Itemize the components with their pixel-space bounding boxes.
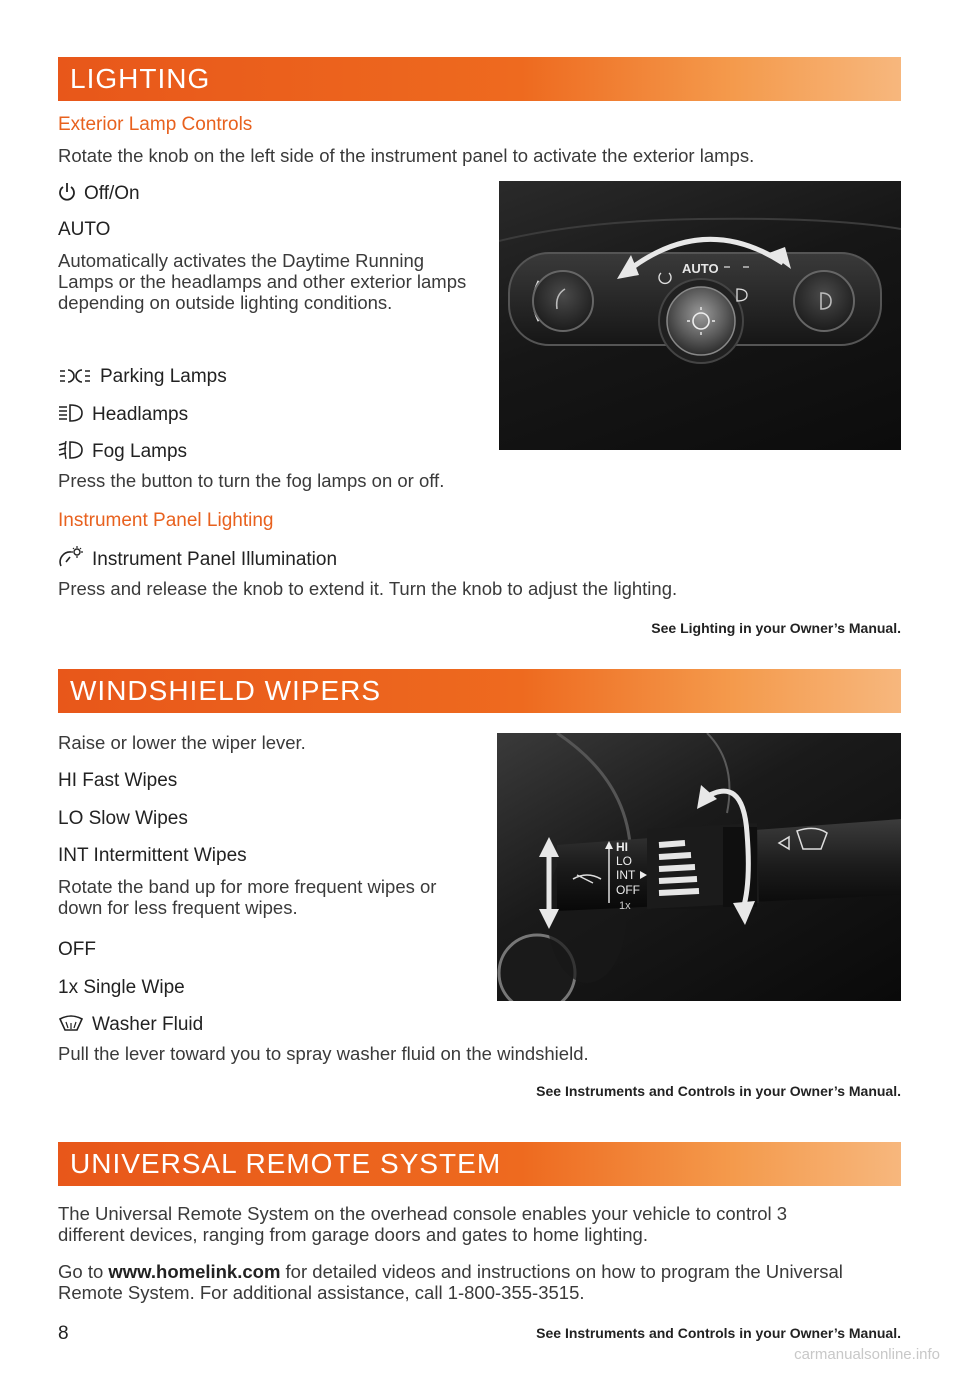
fog-lamps-icon [58,440,84,466]
page-number: 8 [58,1323,69,1344]
wipers-hi: HI Fast Wipes [58,770,178,791]
remote-p2-pre: Go to [58,1261,109,1282]
headlamps-label: Headlamps [92,404,189,425]
wipers-title: WINDSHIELD WIPERS [70,675,382,706]
photo-auto-text: AUTO [682,261,719,276]
off-on-row [58,182,140,208]
parking-row [58,366,227,391]
wipers-off: OFF [58,939,96,960]
washer-row [58,1013,203,1039]
exterior-intro: Rotate the knob on the left side of the instrument panel to activate the exterior lamps. [58,145,755,166]
washer-description: Pull the lever toward you to spray washer fluid on the windshield. [58,1043,589,1064]
fog-description: Press the button to turn the fog lamps on or off. [58,470,445,491]
wipers-int: INT Intermittent Wipes [58,845,247,866]
lever-label-off: OFF [616,883,640,897]
remote-paragraph-2 [58,1261,858,1303]
fog-lamps-label: Fog Lamps [92,441,188,462]
instrument-panel-illumination-icon [58,546,84,574]
wipers-intro: Raise or lower the wiper lever. [58,732,306,753]
lighting-see-manual: See Lighting in your Owner’s Manual. [651,620,901,636]
remote-paragraph-1: The Universal Remote System on the overhead console enables your vehicle to control 3 different devices, ranging from garage doors and gates to home lighting. [58,1203,788,1245]
panel-description: Press and release the knob to extend it. Turn the knob to adjust the lighting. [58,578,678,599]
parking-lamps-label: Parking Lamps [100,366,227,387]
panel-lighting-heading: Instrument Panel Lighting [58,510,274,531]
remote-banner [58,1142,901,1186]
auto-label: AUTO [58,219,111,240]
wipers-lo: LO Slow Wipes [58,808,188,829]
panel-illum-label: Instrument Panel Illumination [92,549,338,570]
remote-see-manual: See Instruments and Controls in your Owner’s Manual. [536,1325,901,1341]
washer-fluid-icon [58,1013,84,1039]
lighting-banner [58,57,901,101]
lever-label-hi: HI [616,840,628,854]
headlamps-row [58,403,188,429]
wipers-banner [58,669,901,713]
parking-lamps-icon [58,367,92,391]
exterior-lamp-control-photo [499,181,901,450]
remote-title: UNIVERSAL REMOTE SYSTEM [70,1148,502,1179]
watermark: carmanualsonline.info [794,1346,940,1363]
panel-illum-row [58,546,337,574]
wiper-lever-photo [497,733,901,1001]
lever-label-1x: 1x [619,900,631,912]
exterior-lamp-heading: Exterior Lamp Controls [58,114,253,135]
lighting-title: LIGHTING [70,63,211,94]
power-icon [58,182,76,208]
fog-row [58,440,187,466]
lever-label-lo: LO [616,854,633,868]
wipers-int-description: Rotate the band up for more frequent wipes or down for less frequent wipes. [58,876,437,918]
headlamps-icon [58,403,84,429]
off-on-label: Off/On [84,183,140,204]
homelink-link[interactable]: www.homelink.com [108,1261,281,1282]
lever-label-int: INT [616,868,636,882]
washer-fluid-label: Washer Fluid [92,1014,204,1035]
auto-description: Automatically activates the Daytime Running Lamps or the headlamps and other exterior lamps depending on outside lighting conditions. [58,250,467,313]
wipers-see-manual: See Instruments and Controls in your Owner’s Manual. [536,1083,901,1099]
wipers-single: 1x Single Wipe [58,977,185,998]
remote-p2-post: for detailed videos and instructions on how to program the Universal Remote System. For additional assistance, call 1-800-355-3515. [58,1261,843,1303]
